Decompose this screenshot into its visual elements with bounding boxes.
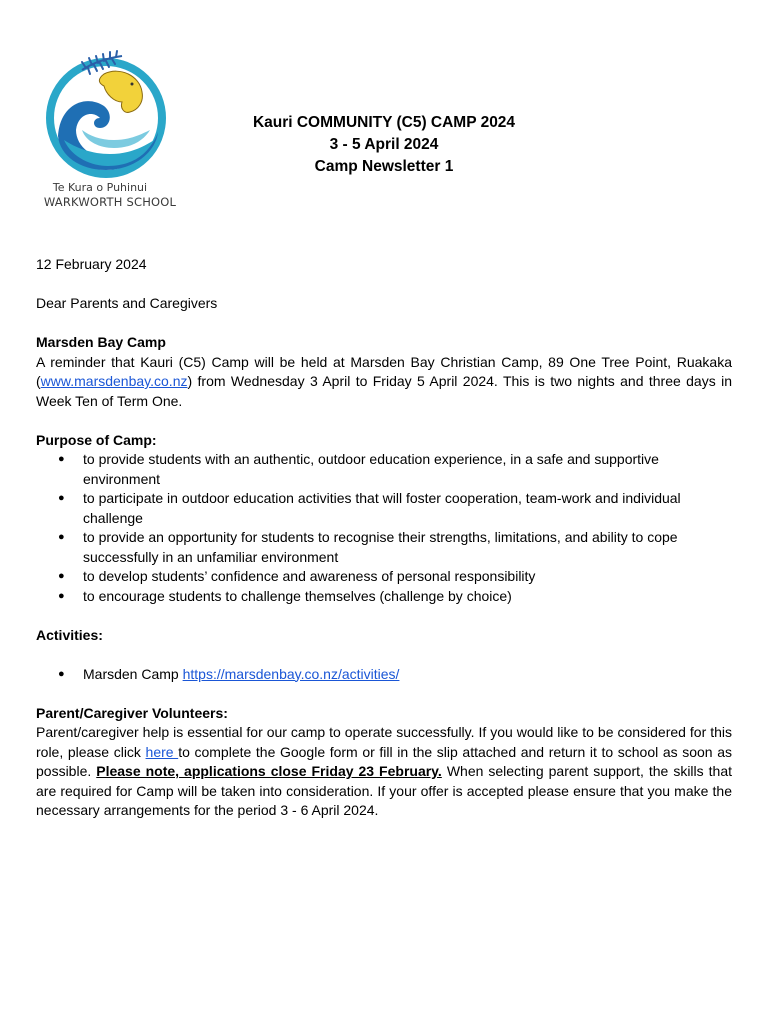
google-form-link[interactable]: here <box>145 743 179 760</box>
marsden-heading: Marsden Bay Camp <box>36 334 166 350</box>
list-item: ● to develop students’ confidence and awareness of personal responsibility <box>36 567 732 587</box>
newsletter-header <box>224 112 544 178</box>
school-emblem-icon <box>42 44 172 180</box>
list-item: ● to provide students with an authentic, outdoor education experience, in a safe and supportive environment <box>36 450 732 489</box>
marsden-text-start: A reminder that Kauri (C5) Camp will be held at Marsden Bay Christian Camp, 89 One Tree Point, Ruakaka ( <box>36 353 732 389</box>
page-title: Kauri COMMUNITY (C5) CAMP 2024 <box>252 114 516 131</box>
letter-body <box>36 255 732 821</box>
volunteers-heading: Parent/Caregiver Volunteers: <box>36 704 228 721</box>
marsden-paragraph <box>36 353 732 412</box>
logo-school-name: WARKWORTH SCHOOL <box>43 195 177 209</box>
letter-date: 12 February 2024 <box>36 256 147 272</box>
logo-maori-name: Te Kura o Puhinui <box>52 181 148 194</box>
list-item: ● to encourage students to challenge themselves (challenge by choice) <box>36 587 732 607</box>
list-item: ● to provide an opportunity for students to recognise their strengths, limitations, and ability to cope successfully in an unfamiliar environment <box>36 528 732 567</box>
school-logo <box>34 44 186 210</box>
activities-list <box>36 665 732 685</box>
list-item: ● to participate in outdoor education activities that will foster cooperation, team-work and individual challenge <box>36 489 732 528</box>
applications-deadline: Please note, applications close Friday 23 February. <box>96 763 442 779</box>
volunteers-text-2: to complete the Google form or fill in the slip attached and return it to school as soon as possible. <box>36 743 732 779</box>
volunteers-text-3: When selecting parent support, the skills that are required for Camp will be taken into consideration. If your offer is accepted please ensure that you make the necessary arrangements for the period 3 - 6 April 2024. <box>36 763 732 818</box>
activity-label: Marsden Camp <box>83 665 183 682</box>
activities-heading: Activities: <box>36 626 103 643</box>
list-item <box>36 665 732 685</box>
volunteers-paragraph <box>36 723 732 821</box>
camp-dates: 3 - 5 April 2024 <box>329 136 439 153</box>
volunteers-text-1: Parent/caregiver help is essential for our camp to operate successfully. If you would like to be considered for this role, please click <box>36 724 732 760</box>
salutation: Dear Parents and Caregivers <box>36 295 218 311</box>
marsden-text-end: ) from Wednesday 3 April to Friday 5 April 2024. This is two nights and three days in Week Ten of Term One. <box>36 373 732 409</box>
purpose-list <box>36 450 732 606</box>
activities-link[interactable]: https://marsdenbay.co.nz/activities/ <box>182 665 400 682</box>
marsden-website-link[interactable]: www.marsdenbay.co.nz <box>40 373 188 389</box>
newsletter-subtitle: Camp Newsletter 1 <box>314 158 454 175</box>
purpose-heading: Purpose of Camp: <box>36 431 157 448</box>
